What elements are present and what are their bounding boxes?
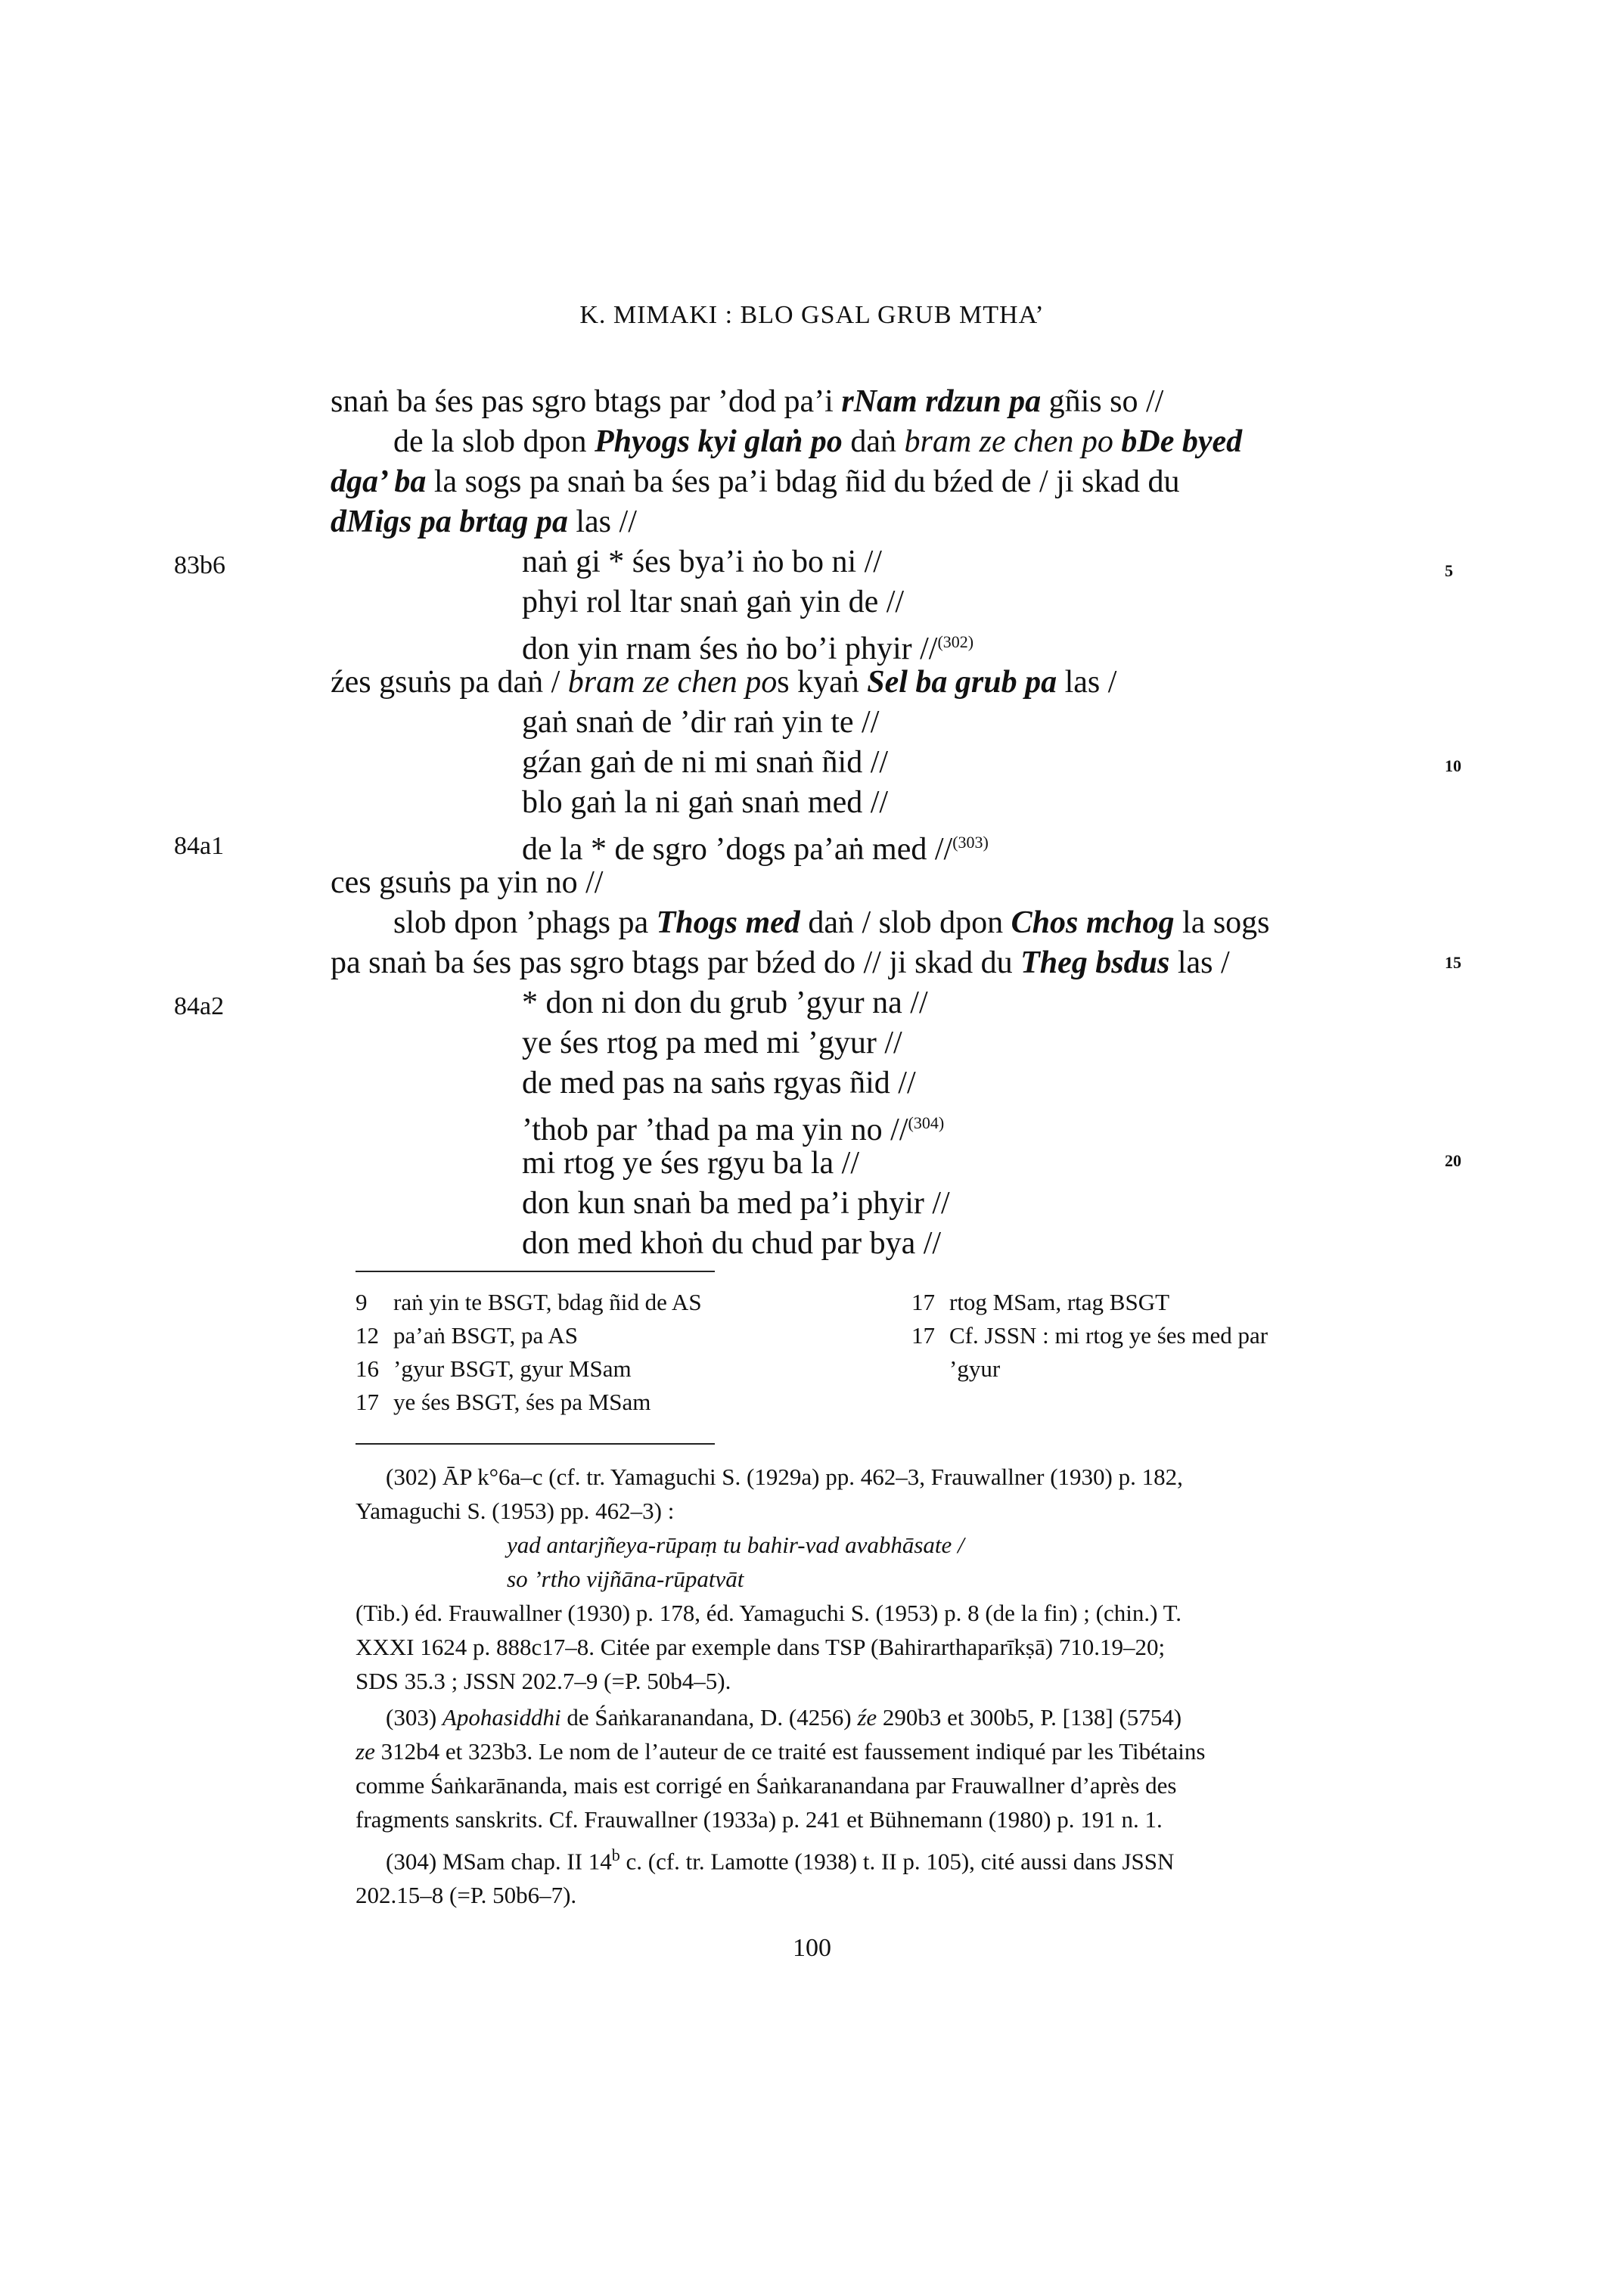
variant-entry [356, 1386, 651, 1419]
footnote-line: (302) ĀP k°6a–c (cf. tr. Yamaguchi S. (1929a) pp. 462–3, Frauwallner (1930) p. 182, [386, 1464, 1183, 1490]
footnote-line: 202.15–8 (=P. 50b6–7). [356, 1882, 577, 1909]
text-span: c. (cf. tr. Lamotte (1938) t. II p. 105), cité aussi dans JSSN [619, 1848, 1175, 1875]
superscript: b [611, 1845, 620, 1864]
folio-marker: 84a2 [174, 992, 225, 1020]
verse-line: don med khoṅ du chud par bya // [522, 1226, 942, 1261]
text-span: la sogs [1174, 905, 1270, 940]
line-number: 10 [1445, 756, 1461, 775]
work-title: Theg bsdus [1020, 945, 1170, 980]
person-name: dga’ ba [331, 464, 427, 499]
text-span: s kyaṅ [777, 665, 868, 700]
footnote-line: comme Śaṅkarānanda, mais est corrigé en Śaṅkaranandana par Frauwallner d’après des [356, 1772, 1177, 1799]
variant-text: raṅ yin te BSGT, bdag ñid de AS [393, 1289, 702, 1315]
person-name: Chos mchog [1011, 905, 1175, 940]
variant-line-number: 17 [911, 1289, 935, 1315]
verse-line: de med pas na saṅs rgyas ñid // [522, 1066, 916, 1100]
text-span: źes gsuṅs pa daṅ / [331, 665, 568, 700]
text-line-4 [331, 502, 637, 542]
verse-line: mi rtog ye śes rgyu ba la // [522, 1146, 859, 1181]
verse-line [522, 823, 989, 869]
footnote-rule [356, 1443, 715, 1445]
text-span: 312b4 et 323b3. Le nom de l’auteur de ce traité est faussement indiqué par les Tibétains [374, 1738, 1206, 1765]
person-name: bram ze chen po [904, 424, 1113, 459]
verse-line: blo gaṅ la ni gaṅ snaṅ med // [522, 785, 889, 820]
footnote-line: (Tib.) éd. Frauwallner (1930) p. 178, éd. Yamaguchi S. (1953) p. 8 (de la fin) ; (chin.) T. [356, 1600, 1182, 1626]
footnote-line: fragments sanskrits. Cf. Frauwallner (1933a) p. 241 et Bühnemann (1980) p. 191 n. 1. [356, 1806, 1163, 1833]
footnote-ref: (302) [937, 632, 974, 651]
verse-line [522, 622, 973, 669]
text-line-2 [393, 422, 1242, 461]
variant-entry [356, 1319, 578, 1352]
footnote-ref: (303) [952, 833, 989, 852]
variant-text: pa’aṅ BSGT, pa AS [393, 1322, 578, 1349]
variant-text: rtog MSam, rtag BSGT [949, 1289, 1170, 1315]
footnote-line [356, 1700, 1414, 1734]
work-title: dMigs pa brtag pa [331, 504, 568, 539]
text-line-1 [331, 382, 1163, 421]
variant-entry [911, 1319, 1268, 1352]
verse-line [522, 1104, 944, 1150]
variant-entry [911, 1286, 1169, 1319]
variant-text: ye śes BSGT, śes pa MSam [393, 1389, 651, 1415]
text-span: snaṅ ba śes pas sgro btags par ’dod pa’i [331, 384, 842, 419]
text-span: gñis so // [1041, 384, 1164, 419]
verse-line: gźan gaṅ de ni mi snaṅ ñid // [522, 745, 889, 780]
footnote-line: XXXI 1624 p. 888c17–8. Citée par exemple dans TSP (Bahirarthaparīkṣā) 710.19–20; [356, 1634, 1166, 1660]
variant-text: Cf. JSSN : mi rtog ye śes med par [949, 1322, 1268, 1349]
line-number: 20 [1445, 1151, 1461, 1170]
text-span [1113, 424, 1122, 459]
verse-line: ye śes rtog pa med mi ’gyur // [522, 1026, 902, 1060]
variant-line-number: 17 [356, 1389, 379, 1415]
variant-line-number: 17 [911, 1322, 935, 1349]
verse-line: * don ni don du grub ’gyur na // [522, 986, 928, 1020]
verse-line: gaṅ snaṅ de ’dir raṅ yin te // [522, 705, 880, 740]
text-line-14 [393, 903, 1270, 942]
footnote-line [356, 1734, 1414, 1768]
text-span: las / [1169, 945, 1230, 980]
text-span: (303) [386, 1704, 442, 1731]
verse-line: phyi rol ltar snaṅ gaṅ yin de // [522, 585, 905, 619]
work-title: Sel ba grub pa [867, 665, 1057, 700]
text-span: las // [567, 504, 637, 539]
text-span: de la slob dpon [393, 424, 595, 459]
variant-text: ’gyur [949, 1355, 1001, 1382]
footnote-ref: (304) [908, 1113, 945, 1132]
text-span: slob dpon ’phags pa [393, 905, 657, 940]
footnote-line: Yamaguchi S. (1953) pp. 462–3) : [356, 1498, 675, 1524]
variant-line-number: 12 [356, 1322, 379, 1349]
text-span: źe [857, 1704, 877, 1731]
text-span: don yin rnam śes ṅo bo’i phyir // [522, 632, 938, 666]
text-line-13: ces gsuṅs pa yin no // [331, 865, 604, 900]
footnote-line: SDS 35.3 ; JSSN 202.7–9 (=P. 50b4–5). [356, 1668, 731, 1694]
text-span: daṅ [842, 424, 905, 459]
text-span: de la * de sgro ’dogs pa’aṅ med // [522, 832, 953, 867]
person-name: Phyogs kyi glaṅ po [594, 424, 843, 459]
text-span: 290b3 et 300b5, P. [138] (5754) [877, 1704, 1182, 1731]
variant-entry [356, 1352, 632, 1386]
work-title: rNam rdzun pa [841, 384, 1042, 419]
footnote-302 [356, 1460, 1414, 1698]
line-number: 5 [1445, 561, 1453, 580]
text-span: ze [356, 1738, 375, 1765]
text-span: daṅ / slob dpon [800, 905, 1011, 940]
footnote-quote-line: so ’rtho vijñāna-rūpatvāt [507, 1566, 744, 1592]
text-span: ’thob par ’thad pa ma yin no // [522, 1113, 908, 1147]
text-span: de Śaṅkaranandana, D. (4256) [560, 1704, 858, 1731]
variant-line-number: 9 [356, 1289, 368, 1315]
person-name: bram ze chen po [567, 665, 778, 700]
running-header: K. MIMAKI : BLO GSAL GRUB MTHA’ [579, 301, 1045, 329]
variant-entry [356, 1286, 702, 1319]
folio-marker: 83b6 [174, 551, 225, 579]
text-span: las / [1057, 665, 1117, 700]
text-line-8 [331, 663, 1116, 702]
work-title: Apohasiddhi [442, 1704, 561, 1731]
person-name: bDe byed [1121, 424, 1243, 459]
variant-entry [911, 1352, 1000, 1386]
person-name: Thogs med [656, 905, 800, 940]
footnote-quote-line: yad antarjñeya-rūpaṃ tu bahir-vad avabhāsate / [507, 1532, 964, 1558]
apparatus-rule [356, 1271, 715, 1272]
line-number: 15 [1445, 953, 1461, 972]
text-span: la sogs pa snaṅ ba śes pa’i bdag ñid du bźed de / ji skad du [426, 464, 1180, 499]
footnote-304 [356, 1838, 1414, 1912]
text-span: pa snaṅ ba śes pas sgro btags par bźed do // ji skad du [331, 945, 1021, 980]
text-line-15 [331, 943, 1230, 982]
footnote-line [356, 1838, 1414, 1878]
folio-marker: 84a1 [174, 832, 225, 860]
footnote-303 [356, 1700, 1414, 1836]
verse-line: naṅ gi * śes bya’i ṅo bo ni // [522, 545, 882, 579]
variant-text: ’gyur BSGT, gyur MSam [393, 1355, 632, 1382]
page-number: 100 [793, 1934, 831, 1962]
text-line-3 [331, 462, 1180, 501]
variant-line-number: 16 [356, 1355, 379, 1382]
text-span: (304) MSam chap. II 14 [386, 1848, 612, 1875]
verse-line: don kun snaṅ ba med pa’i phyir // [522, 1186, 950, 1221]
